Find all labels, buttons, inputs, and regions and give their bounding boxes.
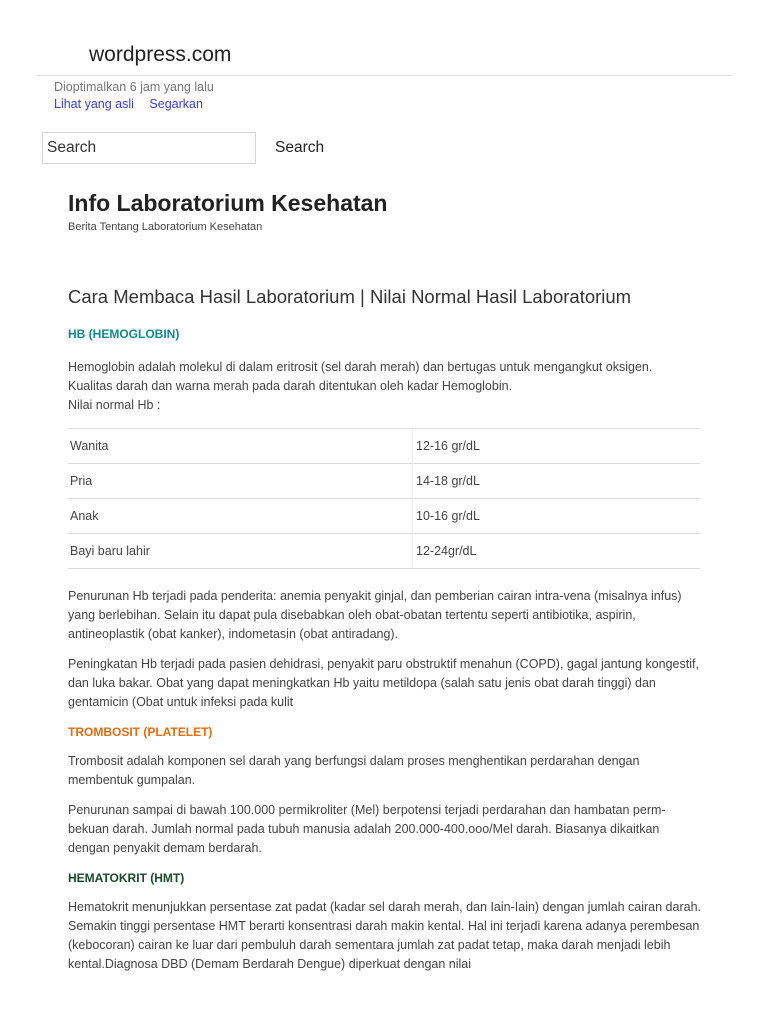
- post-title: Cara Membaca Hasil Laboratorium | Nilai Normal Hasil Laboratorium: [68, 286, 632, 307]
- optimized-notice: Dioptimalkan 6 jam yang lalu: [54, 80, 214, 94]
- hb-decrease-paragraph: Penurunan Hb terjadi pada penderita: anemia penyakit ginjal, dan pemberian cairan intra-vena (misalnya infus) yang berlebihan. Selain itu dapat pula disebabkan oleh obat-obatan tertentu seperti antibiotika, aspirin, antineoplastik (obat kanker), indometasin (obat antiradang).: [68, 589, 682, 641]
- hb-intro-line-1: Hemoglobin adalah molekul di dalam eritrosit (sel darah merah) dan bertugas untuk mengangkut oksigen.: [68, 360, 653, 374]
- site-domain[interactable]: wordpress.com: [89, 43, 232, 66]
- hb-increase-paragraph: Peningkatan Hb terjadi pada pasien dehidrasi, penyakit paru obstruktif menahun (COPD), gagal jantung kongestif, dan luka bakar. Obat yang dapat meningkatkan Hb yaitu metildopa (salah satu jenis obat darah tinggi) dan gentamicin (Obat untuk infeksi pada kulit: [68, 657, 699, 709]
- blog-tagline: Berita Tentang Laboratorium Kesehatan: [68, 221, 263, 233]
- blog-title[interactable]: Info Laboratorium Kesehatan: [68, 190, 388, 216]
- table-row: [68, 464, 700, 499]
- trombosit-paragraph-2: Penurunan sampai di bawah 100.000 permikroliter (Mel) berpotensi terjadi perdarahan dan hambatan perm- bekuan darah. Jumlah normal pada tubuh manusia adalah 200.000-400.ooo/Mel darah. Biasanya dikaitkan dengan penyakit demam berdarah.: [68, 803, 666, 855]
- header-links: [54, 96, 215, 112]
- hematokrit-paragraph-1: Hematokrit menunjukkan persentase zat padat (kadar sel darah merah, dan Iain-Iain) dengan jumlah cairan darah. Semakin tinggi persentase HMT berarti konsentrasi darah makin kental. Hal ini terjadi karena adanya perembesan (kebocoran) cairan ke luar dari pembuluh darah sementara jumlah zat padat tetap, maka darah menjadi lebih kental.Diagnosa DBD (Demam Berdarah Dengue) diperkuat dengan nilai: [68, 900, 702, 971]
- table-cell-label: Pria: [68, 464, 413, 499]
- refresh-link[interactable]: Segarkan: [149, 97, 203, 111]
- table-row: [68, 429, 700, 464]
- table-cell-value: 12-24gr/dL: [413, 534, 701, 569]
- table-row: [68, 534, 700, 569]
- table-cell-label: Anak: [68, 499, 413, 534]
- table-cell-value: 12-16 gr/dL: [413, 429, 701, 464]
- trombosit-heading: TROMBOSIT (PLATELET): [68, 725, 213, 739]
- hb-intro-line-3: Nilai normal Hb :: [68, 398, 161, 412]
- header-divider: [37, 75, 732, 76]
- main-content: [68, 186, 704, 974]
- hb-normal-table: [68, 428, 700, 569]
- view-original-link[interactable]: Lihat yang asli: [54, 97, 134, 111]
- hematokrit-heading: HEMATOKRIT (HMT): [68, 871, 185, 885]
- table-cell-value: 10-16 gr/dL: [413, 499, 701, 534]
- table-row: [68, 499, 700, 534]
- trombosit-paragraph-1: Trombosit adalah komponen sel darah yang berfungsi dalam proses menghentikan perdarahan dengan membentuk gumpalan.: [68, 754, 640, 787]
- hb-intro-line-2: Kualitas darah dan warna merah pada darah ditentukan oleh kadar Hemoglobin.: [68, 379, 513, 393]
- hb-intro: [68, 358, 704, 415]
- hb-heading: HB (HEMOGLOBIN): [68, 327, 180, 341]
- table-cell-label: Wanita: [68, 429, 413, 464]
- table-cell-label: Bayi baru lahir: [68, 534, 413, 569]
- search-input[interactable]: [42, 132, 256, 164]
- table-cell-value: 14-18 gr/dL: [413, 464, 701, 499]
- search-button[interactable]: Search: [275, 139, 325, 156]
